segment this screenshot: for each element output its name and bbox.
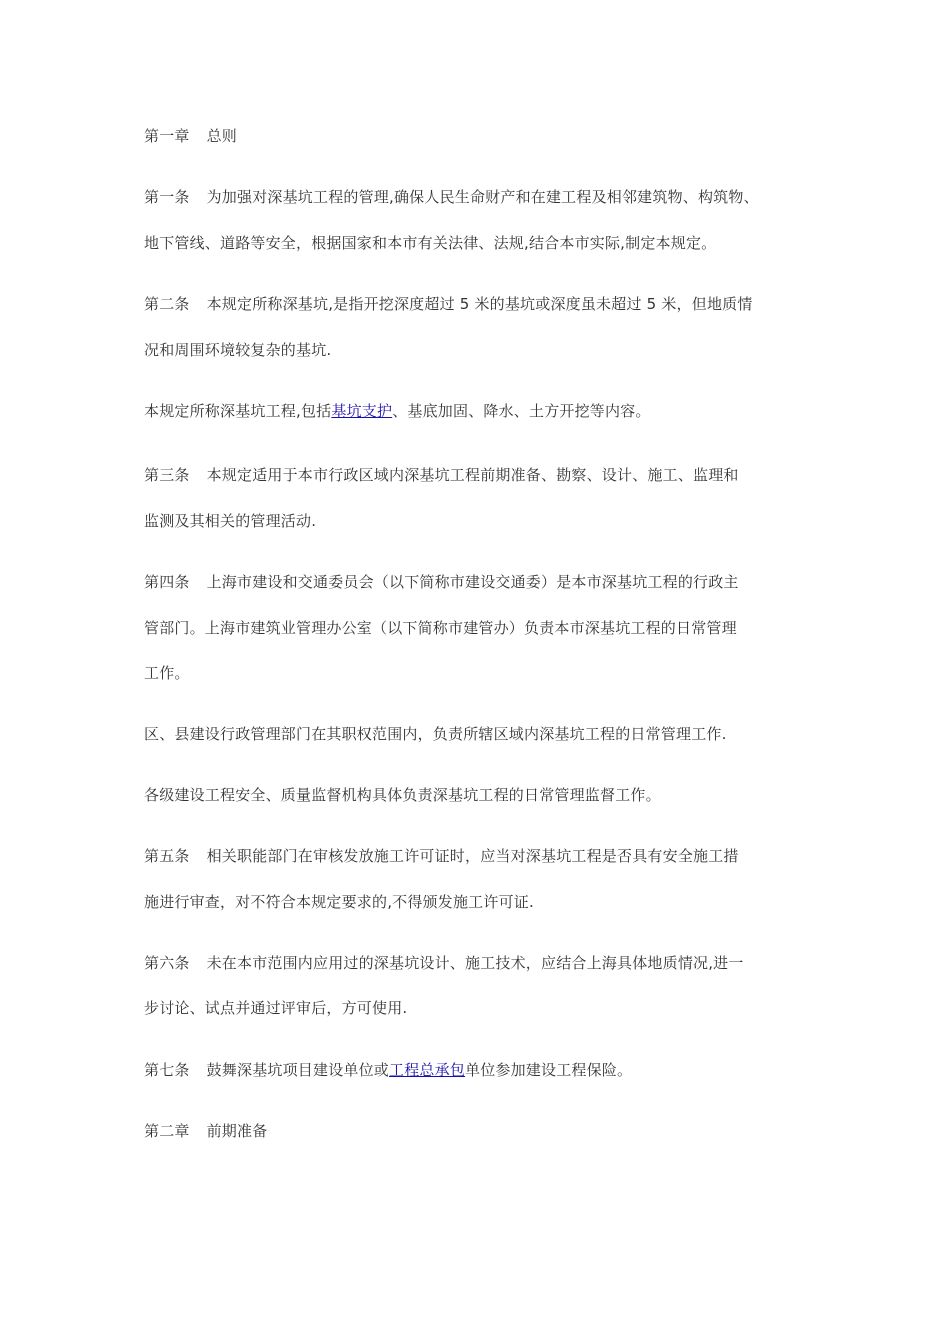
article-number: 第二条 <box>144 295 190 313</box>
article-1-line-1 <box>144 187 759 207</box>
paragraph-text: 本规定所称深基坑工程,包括 <box>144 402 332 420</box>
paragraph-text: 、基底加固、降水、土方开挖等内容。 <box>392 402 651 420</box>
article-6-line-2: 步讨论、试点并通过评审后，方可使用. <box>144 999 408 1017</box>
article-1-line-2: 地下管线、道路等安全，根据国家和本市有关法律、法规,结合本市实际,制定本规定。 <box>144 234 717 252</box>
article-4-line-3: 工作。 <box>144 664 190 682</box>
article-4-line-1 <box>144 572 739 592</box>
chapter-1-heading <box>144 126 237 146</box>
article-4-paragraph-2: 区、县建设行政管理部门在其职权范围内，负责所辖区域内深基坑工程的日常管理工作. <box>144 725 727 743</box>
article-number: 第六条 <box>144 954 190 972</box>
article-text: 鼓舞深基坑项目建设单位或 <box>206 1061 390 1079</box>
article-text: 上海市建设和交通委员会（以下简称市建设交通委）是本市深基坑工程的行政主 <box>206 573 739 591</box>
article-2-line-1 <box>144 294 753 314</box>
article-2-line-2: 况和周围环境较复杂的基坑. <box>144 341 332 359</box>
article-4-paragraph-3: 各级建设工程安全、质量监督机构具体负责深基坑工程的日常管理监督工作。 <box>144 786 661 804</box>
article-3-line-2: 监测及其相关的管理活动. <box>144 512 317 530</box>
chapter-number: 第二章 <box>144 1122 190 1140</box>
link-general-contracting[interactable]: 工程总承包 <box>389 1061 466 1079</box>
article-number: 第三条 <box>144 466 190 484</box>
article-3-line-1 <box>144 465 739 485</box>
article-4-line-2: 管部门。上海市建筑业管理办公室（以下简称市建管办）负责本市深基坑工程的日常管理 <box>144 619 737 637</box>
article-text: 本规定所称深基坑,是指开挖深度超过 5 米的基坑或深度虽未超过 5 米，但地质情 <box>206 295 753 313</box>
article-number: 第四条 <box>144 573 190 591</box>
article-7-line-1 <box>144 1060 632 1080</box>
chapter-number: 第一章 <box>144 127 190 145</box>
article-number: 第七条 <box>144 1061 190 1079</box>
article-number: 第一条 <box>144 188 190 206</box>
article-text: 相关职能部门在审核发放施工许可证时，应当对深基坑工程是否具有安全施工措 <box>206 847 739 865</box>
article-text: 未在本市范围内应用过的深基坑设计、施工技术，应结合上海具体地质情况,进一 <box>206 954 744 972</box>
article-text: 单位参加建设工程保险。 <box>465 1061 633 1079</box>
article-5-line-1 <box>144 846 739 866</box>
article-2-paragraph-2 <box>144 401 651 421</box>
chapter-2-heading <box>144 1121 267 1141</box>
article-number: 第五条 <box>144 847 190 865</box>
link-foundation-support[interactable]: 基坑支护 <box>331 402 393 420</box>
article-6-line-1 <box>144 953 744 973</box>
article-text: 为加强对深基坑工程的管理,确保人民生命财产和在建工程及相邻建筑物、构筑物、 <box>206 188 759 206</box>
chapter-title: 前期准备 <box>206 1122 268 1140</box>
chapter-title: 总则 <box>206 127 238 145</box>
article-text: 本规定适用于本市行政区域内深基坑工程前期准备、勘察、设计、施工、监理和 <box>206 466 739 484</box>
article-5-line-2: 施进行审查，对不符合本规定要求的,不得颁发施工许可证. <box>144 893 534 911</box>
